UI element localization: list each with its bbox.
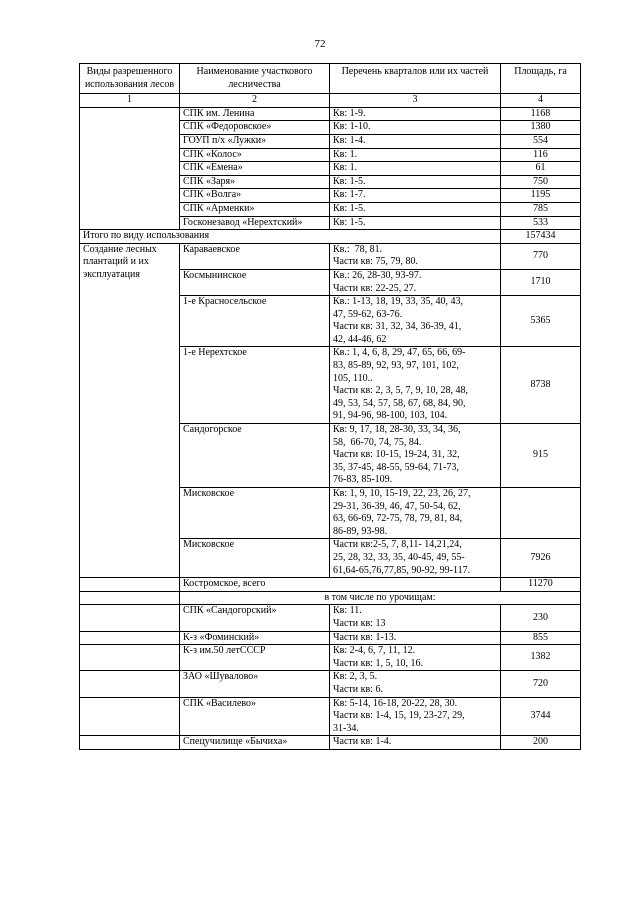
quarters-cell: Кв.: 26, 28-30, 93-97. Части кв: 22-25, 27. — [330, 269, 501, 295]
quarters-cell: Части кв: 1-4. — [330, 736, 501, 750]
table-row — [80, 605, 581, 631]
quarters-cell: Кв: 1-5. — [330, 202, 501, 216]
quarters-cell: Кв: 5-14, 16-18, 20-22, 28, 30. Части кв: 1-4, 15, 19, 23-27, 29, 31-34. — [330, 697, 501, 736]
quarters-cell: Кв: 1, 9, 10, 15-19, 22, 23, 26, 27, 29-31, 36-39, 46, 47, 50-54, 62, 63, 66-69, 72-75, 78, 79, 81, 84, 86-89, 93-98. — [330, 488, 501, 539]
quarters-cell: Кв: 1-9. — [330, 107, 501, 121]
area-cell: 8738 — [501, 347, 581, 424]
forestry-name: Спецучилище «Бычиха» — [180, 736, 330, 750]
table-row — [80, 631, 581, 645]
forestry-name: СПК «Сандогорский» — [180, 605, 330, 631]
forestry-name: Космынинское — [180, 269, 330, 295]
area-cell: 785 — [501, 202, 581, 216]
table-body — [80, 107, 581, 749]
quarters-cell: Кв: 1. — [330, 148, 501, 162]
use-type-cell — [80, 736, 180, 750]
quarters-cell: Кв.: 1, 4, 6, 8, 29, 47, 65, 66, 69- 83, 85-89, 92, 93, 97, 101, 102, 105, 110.. Части кв: 2, 3, 5, 7, 9, 10, 28, 48, 49, 53, 54, 57, 58, 67, 68, 84, 90, 91, 94-96, 98-100, 103, 104. — [330, 347, 501, 424]
subtotal-area: 11270 — [501, 578, 581, 592]
area-cell: 1382 — [501, 645, 581, 671]
header-row — [80, 64, 581, 94]
area-cell: 770 — [501, 243, 581, 269]
header-quarters: Перечень кварталов или их частей — [330, 64, 501, 94]
quarters-cell: Кв: 1-5. — [330, 175, 501, 189]
area-cell: 3744 — [501, 697, 581, 736]
forestry-name: Мисковское — [180, 488, 330, 539]
quarters-cell: Кв: 1. — [330, 162, 501, 176]
page-number: 72 — [314, 38, 326, 50]
use-type-cell — [80, 645, 180, 671]
area-cell: 61 — [501, 162, 581, 176]
subtotal-spacer — [80, 578, 180, 592]
area-cell: 230 — [501, 605, 581, 631]
area-cell: 116 — [501, 148, 581, 162]
area-cell: 533 — [501, 216, 581, 230]
forestry-name: СПК «Василево» — [180, 697, 330, 736]
forestry-name: 1-е Красносельское — [180, 296, 330, 347]
area-cell: 750 — [501, 175, 581, 189]
quarters-cell: Кв: 11. Части кв: 13 — [330, 605, 501, 631]
forestry-name: СПК им. Ленина — [180, 107, 330, 121]
table-row — [80, 671, 581, 697]
total-area: 157434 — [501, 230, 581, 244]
column-number: 2 — [180, 94, 330, 108]
forestry-name: СПК «Арменки» — [180, 202, 330, 216]
subheader-row — [80, 591, 581, 605]
quarters-cell: Кв: 2-4, 6, 7, 11, 12. Части кв: 1, 5, 10, 16. — [330, 645, 501, 671]
forestry-name: Караваевское — [180, 243, 330, 269]
area-cell: 1710 — [501, 269, 581, 295]
use-type-cell — [80, 107, 180, 229]
total-row — [80, 230, 581, 244]
quarters-cell: Кв: 1-4. — [330, 134, 501, 148]
area-cell: 915 — [501, 424, 581, 488]
quarters-cell: Кв: 2, 3, 5. Части кв: 6. — [330, 671, 501, 697]
area-cell: 720 — [501, 671, 581, 697]
area-cell: 1168 — [501, 107, 581, 121]
use-type-cell — [80, 631, 180, 645]
area-cell: 5365 — [501, 296, 581, 347]
quarters-cell: Кв: 9, 17, 18, 28-30, 33, 34, 36, 58, 66-70, 74, 75, 84. Части кв: 10-15, 19-24, 31, 32, 35, 37-45, 48-55, 59-64, 71-73, 76-83, 85-109. — [330, 424, 501, 488]
forestry-name: СПК «Федоровское» — [180, 121, 330, 135]
column-number: 3 — [330, 94, 501, 108]
area-cell — [501, 488, 581, 539]
total-label: Итого по виду использования — [80, 230, 501, 244]
forestry-name: 1-е Нерехтское — [180, 347, 330, 424]
quarters-cell: Кв: 1-10. — [330, 121, 501, 135]
area-cell: 1380 — [501, 121, 581, 135]
forestry-name: СПК «Колос» — [180, 148, 330, 162]
header-area: Площадь, га — [501, 64, 581, 94]
forestry-name: СПК «Волга» — [180, 189, 330, 203]
subtotal-row — [80, 578, 581, 592]
area-cell: 554 — [501, 134, 581, 148]
forestry-name: Мисковское — [180, 539, 330, 578]
table-row — [80, 736, 581, 750]
quarters-cell: Части кв: 1-13. — [330, 631, 501, 645]
forestry-name: ЗАО «Шувалово» — [180, 671, 330, 697]
forestry-name: ГОУП п/х «Лужки» — [180, 134, 330, 148]
use-type-cell — [80, 697, 180, 736]
subtotal-label: Костромское, всего — [180, 578, 501, 592]
subheader-spacer — [80, 591, 180, 605]
area-cell: 1195 — [501, 189, 581, 203]
forestry-name: К-з им.50 летСССР — [180, 645, 330, 671]
table-row — [80, 243, 581, 269]
column-number: 1 — [80, 94, 180, 108]
table-row — [80, 107, 581, 121]
quarters-cell: Кв.: 1-13, 18, 19, 33, 35, 40, 43, 47, 59-62, 63-76. Части кв: 31, 32, 34, 36-39, 41, 42, 44-46, 62 — [330, 296, 501, 347]
forestry-name: Сандогорское — [180, 424, 330, 488]
table-row — [80, 697, 581, 736]
header-forestry-name: Наименование участкового лесничества — [180, 64, 330, 94]
area-cell: 855 — [501, 631, 581, 645]
area-cell: 7926 — [501, 539, 581, 578]
use-type-cell: Создание лесных плантаций и их эксплуатация — [80, 243, 180, 577]
quarters-cell: Кв: 1-5. — [330, 216, 501, 230]
column-number: 4 — [501, 94, 581, 108]
quarters-cell: Кв: 1-7. — [330, 189, 501, 203]
subheader-label: в том числе по урочищам: — [180, 591, 581, 605]
forestry-name: СПК «Емена» — [180, 162, 330, 176]
use-type-cell — [80, 605, 180, 631]
use-type-cell — [80, 671, 180, 697]
forest-use-table — [79, 63, 581, 750]
forestry-name: СПК «Заря» — [180, 175, 330, 189]
table-row — [80, 645, 581, 671]
column-number-row — [80, 94, 581, 108]
quarters-cell: Кв.: 78, 81. Части кв: 75, 79, 80. — [330, 243, 501, 269]
area-cell: 200 — [501, 736, 581, 750]
quarters-cell: Части кв:2-5, 7, 8,11- 14,21,24, 25, 28, 32, 33, 35, 40-45, 49, 55- 61,64-65,76,77,85, 90-92, 99-117. — [330, 539, 501, 578]
forestry-name: К-з «Фоминский» — [180, 631, 330, 645]
forestry-name: Госконезавод «Нерехтский» — [180, 216, 330, 230]
header-use-type: Виды разрешенного использования лесов — [80, 64, 180, 94]
